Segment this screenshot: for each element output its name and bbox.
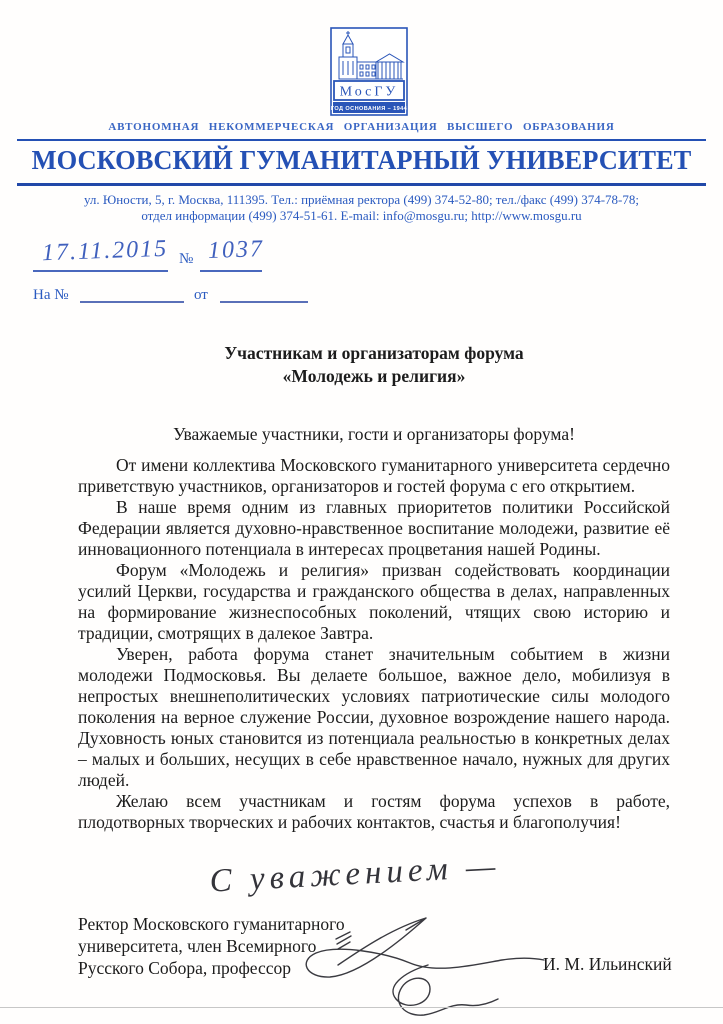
number-underline xyxy=(200,270,262,272)
handwritten-closing: С уважением — xyxy=(208,848,502,900)
number-sign-label: № xyxy=(179,251,194,267)
paragraph-5: Желаю всем участникам и гостям форума успехов в работе, плодотворных творческих и рабочих контактов, счастья и благополучия! xyxy=(78,791,670,832)
reply-from-label: от xyxy=(194,287,208,303)
contact-info-line-2: отдел информации (499) 374-51-61. E-mail: info@mosgu.ru; http://www.mosgu.ru xyxy=(141,208,582,223)
university-logo xyxy=(330,27,408,116)
contact-info-line-1: ул. Юности, 5, г. Москва, 111395. Тел.: приёмная ректора (499) 374-52-80; тел./факс (499) 374-78-78; xyxy=(84,192,639,207)
letter-body xyxy=(78,455,670,833)
university-name-title: МОСКОВСКИЙ ГУМАНИТАРНЫЙ УНИВЕРСИТЕТ xyxy=(31,145,692,175)
salutation: Уважаемые участники, гости и организаторы форума! xyxy=(173,424,575,444)
university-logo-graphic xyxy=(330,27,408,116)
handwritten-number: 1037 xyxy=(207,236,265,264)
header-rule-thin xyxy=(17,139,706,141)
paragraph-3: Форум «Молодежь и религия» призван содействовать координации усилий Церкви, государства и гражданского общества в делах, направленных на формирование жизнеспособных поколений, чтящих свою историю и традиции, смотрящих в далекое Завтра. xyxy=(78,560,670,643)
signature-scribble xyxy=(278,903,558,1023)
logo-abbreviation: МосГУ xyxy=(339,84,399,100)
header-rule-thick xyxy=(17,183,706,186)
date-underline xyxy=(33,270,168,272)
logo-founded-year: ГОД ОСНОВАНИЯ – 1944 xyxy=(330,106,408,112)
signer-position-line-1: Ректор Московского гуманитарного xyxy=(78,914,345,934)
organization-type-line: АВТОНОМНАЯ НЕКОММЕРЧЕСКАЯ ОРГАНИЗАЦИЯ ВЫСШЕГО ОБРАЗОВАНИЯ xyxy=(108,121,615,133)
addressee-line-1: Участникам и организаторам форума xyxy=(224,343,524,363)
handwritten-date: 17.11.2015 xyxy=(41,235,169,267)
signer-name: И. М. Ильинский xyxy=(543,954,672,974)
signer-position-line-2: университета, член Всемирного xyxy=(78,936,317,956)
scan-artifact-line xyxy=(0,1007,723,1008)
reply-to-number-label: На № xyxy=(33,287,69,303)
reply-number-underline xyxy=(80,301,184,303)
paragraph-2: В наше время одним из главных приоритетов политики Российской Федерации является духовно-нравственное воспитание молодежи, развитие её инновационного потенциала в интересах процветания нашей Родины. xyxy=(78,497,670,559)
reply-date-underline xyxy=(220,301,308,303)
signer-position-line-3: Русского Собора, профессор xyxy=(78,958,292,978)
addressee-line-2: «Молодежь и религия» xyxy=(282,366,466,386)
paragraph-1: От имени коллектива Московского гуманитарного университета сердечно приветствую участников, организаторов и гостей форума с его открытием. xyxy=(78,455,670,496)
paragraph-4: Уверен, работа форума станет значительным событием в жизни молодежи Подмосковья. Вы делаете большое, важное дело, мобилизуя в непростых внешнеполитических условиях патриотические силы молодого поколения на верное служение России, духовное возрождение нашего народа. Духовность юных становится из потенциала реальностью в конкретных делах – малых и больших, несущих в себе нравственное начало, нужных для других людей. xyxy=(78,644,670,790)
